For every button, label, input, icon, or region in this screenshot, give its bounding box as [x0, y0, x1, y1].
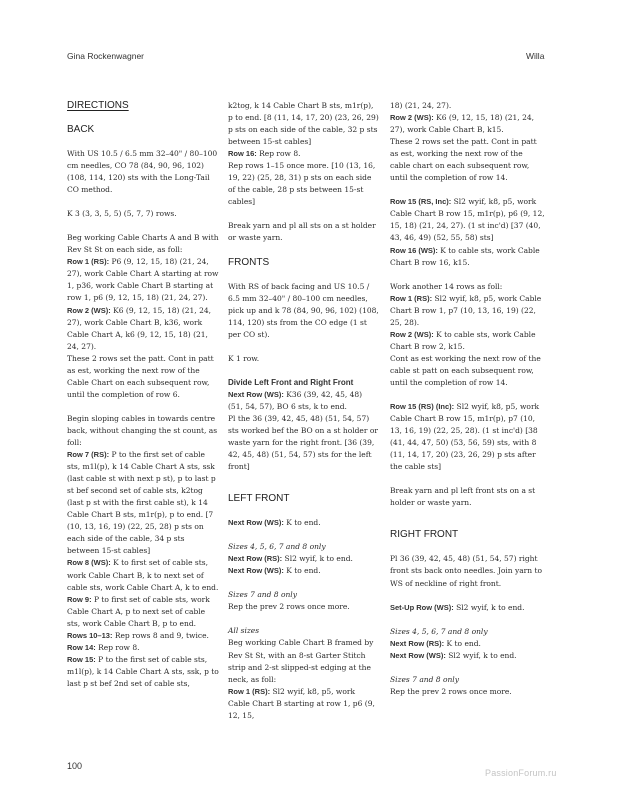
cont-as-est-text: Cont as est working the next row of the cable st patt on each subsequent row, until the completion of row 14.: [390, 353, 541, 387]
directions-heading: DIRECTIONS: [67, 100, 129, 111]
sizes-note: All sizes: [228, 626, 260, 636]
lf-all-sizes: [228, 625, 379, 721]
lf-row-16: Row 16 (WS): K to cable sts, work Cable Chart B row 16, k15.: [390, 245, 540, 267]
watermark: PassionForum.ru: [485, 768, 557, 778]
break-yarn-back: Break yarn and pl all sts on a st holder or waste yarn.: [228, 221, 376, 243]
fronts-heading: FRONTS: [228, 256, 270, 268]
back-slope-instructions: [67, 413, 219, 690]
another-rows-text: Work another 14 rows as foll:: [390, 281, 503, 291]
sizes-note: Sizes 4, 5, 6, 7 and 8 only: [390, 626, 488, 636]
back-row-15: Row 15: P to the first set of cable sts, m1l(p), k 14 Cable Chart A sts, ssk, p to last p st bef 2nd set of cable sts,: [67, 654, 219, 688]
lf-another-14: [390, 281, 545, 389]
back-rows-10-13: Rows 10–13: Rep rows 8 and 9, twice.: [67, 630, 209, 640]
lf-ws-row: Next Row (WS): K to end.: [228, 566, 321, 576]
rep-prev-text: Rep the prev 2 rows once more.: [228, 602, 350, 612]
intro-text: Beg working Cable Charts A and B with Rev St St on each side, as foll:: [67, 233, 219, 255]
page-number: 100: [67, 761, 83, 771]
lf-next-row: Next Row (WS): K to end.: [228, 518, 321, 528]
row-1-cont: 18) (21, 24, 27).: [390, 101, 452, 110]
rf-ws-row: Next Row (WS): Sl2 wyif, k to end.: [390, 650, 517, 660]
back-row-2: Row 2 (WS): K6 (9, 12, 15, 18) (21, 24, 27), work Cable Chart B, k36, work Cable Chart A, k6 (9, 12, 15, 18) (21, 24, 27).: [67, 305, 212, 351]
designer-name: Gina Rockenwagner: [67, 51, 145, 61]
back-knit-rows: K 3 (3, 3, 5, 5) (5, 7, 7) rows.: [67, 209, 177, 219]
lf-c-row-15-block: Row 15 (RS) (Inc): Sl2 wyif, k8, p5, work Cable Chart B row 15, m1r(p), p7 (10, 13, 16, 19) (22, 25, 28). (1 st inc'd) [38 (41, 44, 47, 50) (53, 56, 59) sts, with 8 (11, 14, 17, 20) (23, 26, 29) p sts after the cable sts]: [390, 402, 540, 472]
divide-holder-text: Pl the 36 (39, 42, 45, 48) (51, 54, 57) sts worked bef the BO on a st holder or waste yarn for the right front. [36 (39, 42, 45, 48) (51, 54, 57) sts for the left front]: [228, 413, 378, 472]
lf-row-15: Row 15 (RS, Inc): Sl2 wyif, k8, p5, work Cable Chart B row 15, m1r(p), p6 (9, 12, 15, 18) (21, 24, 27). (1 st inc'd) [37 (40, 43, 46, 49) (52, 55, 58) sts]: [390, 197, 545, 243]
lf-c-row-2: Row 2 (WS): K to cable sts, work Cable Chart B row 2, k15.: [390, 329, 536, 351]
back-row-1: Row 1 (RS): P6 (9, 12, 15, 18) (21, 24, 27), work Cable Chart A starting at row 1, p36, work Cable Chart B starting at row 1, p6 (9, 12, 15, 18) (21, 24, 27).: [67, 257, 219, 303]
back-cast-on: With US 10.5 / 6.5 mm 32–40" / 80–100 cm needles, CO 78 (84, 90, 96, 102) (108, 114, 120) sts with the Long-Tail CO method.: [67, 149, 218, 195]
back-row-7: Row 7 (RS): P to the first set of cable sts, m1l(p), k 14 Cable Chart A sts, ssk (last cable st with next p st), p to last p st bef second set of cable sts, k2tog (last p st with the first cable st), k 14 Cable Chart B sts, m1r(p), p to end. [7 (10, 13, 16, 19) (22, 25, 28) p sts on each side of the cable, 34 p sts between 15-st cables]: [67, 450, 216, 556]
divide-section: [228, 377, 379, 473]
break-yarn-left: Break yarn and pl left front sts on a st holder or waste yarn.: [390, 486, 536, 508]
back-heading: BACK: [67, 124, 95, 135]
lf-rs-row: Next Row (RS): Sl2 wyif, k to end.: [228, 554, 353, 564]
back-cable-instructions: [67, 232, 219, 401]
pattern-name: Willa: [526, 51, 545, 61]
slope-intro: Begin sloping cables in towards centre back, without changing the st count, as foll:: [67, 413, 218, 447]
rep-rows-text: Rep rows 1–15 once more. [10 (13, 16, 19, 22) (25, 28, 31) p sts on each side of the cable, 28 p sts between 15-st cables]: [228, 161, 376, 207]
lf-sizes-block: [228, 541, 379, 577]
back-row-16: Row 16: Rep row 8.: [228, 149, 301, 159]
divide-heading: Divide Left Front and Right Front: [228, 377, 354, 387]
lf-sizes-7-8: [228, 589, 379, 613]
rf-setup-row: Set-Up Row (WS): Sl2 wyif, k to end.: [390, 602, 525, 612]
patt-set-text: These 2 rows set the patt. Cont in patt as est, working the next row of the Cable Chart on each subsequent row, until the completion of row 6.: [67, 353, 214, 399]
lf-cable-intro: Beg working Cable Chart B framed by Rev St St, with an 8-st Garter Stitch strip and 2-st slipped-st edging at the neck, as foll:: [228, 638, 374, 684]
sizes-note: Sizes 7 and 8 only: [390, 674, 459, 684]
rf-sizes-block: [390, 626, 545, 662]
row-15-cont: k2tog, k 14 Cable Chart B sts, m1r(p), p to end. [8 (11, 14, 17, 20) (23, 26, 29) p sts on each side of the cable, 32 p sts between 15-st cables]: [228, 101, 379, 147]
lf-row-2: Row 2 (WS): K6 (9, 12, 15, 18) (21, 24, 27), work Cable Chart B, k15.: [390, 113, 535, 135]
column-1: [67, 100, 219, 702]
right-front-heading: RIGHT FRONT: [390, 529, 459, 541]
divide-next-row: Next Row (WS): K36 (39, 42, 45, 48) (51, 54, 57), BO 6 sts, k to end.: [228, 389, 363, 411]
fronts-pickup: With RS of back facing and US 10.5 / 6.5 mm 32–40" / 80–100 cm needles, pick up and k 78 (84, 90, 96, 102) (108, 114, 120) sts from the CO edge (1 st per CO st).: [228, 281, 379, 339]
column-3: [390, 100, 545, 710]
left-front-heading: LEFT FRONT: [228, 493, 290, 505]
lf-row-1: Row 1 (RS): Sl2 wyif, k8, p5, work Cable Chart B starting at row 1, p6 (9, 12, 15,: [228, 686, 375, 720]
rf-pickup: Pl 36 (39, 42, 45, 48) (51, 54, 57) right front sts back onto needles. Join yarn to WS of neckline of right front.: [390, 554, 542, 588]
patt-set-text: These 2 rows set the patt. Cont in patt as est, working the next row of the cable chart on each subsequent row, until the completion of row 14.: [390, 137, 537, 183]
back-row-8: Row 8 (WS): K to first set of cable sts, work Cable Chart B, k to next set of cable sts, work Cable Chart A, k to end.: [67, 558, 219, 592]
col3-block-1: [390, 100, 545, 184]
rf-rs-row: Next Row (RS): K to end.: [390, 638, 481, 648]
lf-c-row-1: Row 1 (RS): Sl2 wyif, k8, p5, work Cable Chart B row 1, p7 (10, 13, 16, 19) (22, 25, 28).: [390, 293, 542, 327]
rf-sizes-7-8: [390, 674, 545, 698]
sizes-note: Sizes 4, 5, 6, 7 and 8 only: [228, 542, 326, 552]
fronts-k1: K 1 row.: [228, 353, 260, 363]
lf-inc-block: [390, 196, 545, 268]
back-row-14: Row 14: Rep row 8.: [67, 642, 140, 652]
col2-block-1: [228, 100, 379, 208]
sizes-note: Sizes 7 and 8 only: [228, 590, 297, 600]
back-row-9: Row 9: P to first set of cable sts, work Cable Chart A, p to next set of cable sts, work Cable Chart B, p to end.: [67, 594, 210, 628]
column-2: [228, 100, 379, 734]
rep-prev-text: Rep the prev 2 rows once more.: [390, 686, 512, 696]
